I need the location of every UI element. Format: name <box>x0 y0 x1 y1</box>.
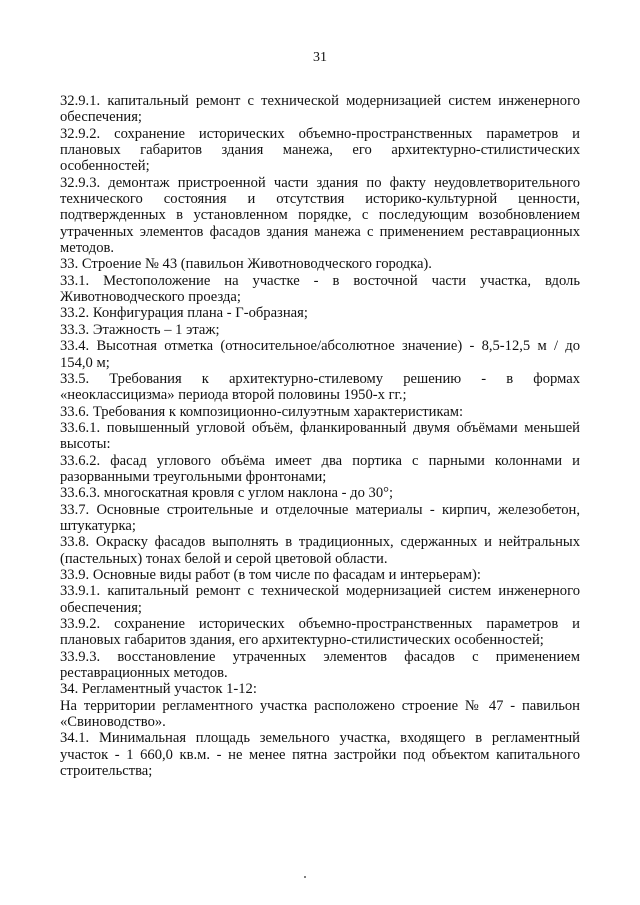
paragraph: 33.9. Основные виды работ (в том числе по фасадам и интерьерам): <box>60 566 481 583</box>
paragraph: 32.9.2. сохранение исторических объемно-пространственных параметров и плановых габаритов здания манежа, его архитектурно-стилистических особенностей; <box>60 125 580 175</box>
paragraph: 33.6. Требования к композиционно-силуэтным характеристикам: <box>60 403 464 420</box>
paragraph: 33.4. Высотная отметка (относительное/абсолютное значение) - 8,5-12,5 м / до 154,0 м; <box>60 338 580 371</box>
paragraph: 33.9.3. восстановление утраченных элементов фасадов с применением реставрационных методов. <box>60 648 580 682</box>
paragraph: 33.1. Местоположение на участке - в восточной части участка, вдоль Животноводческого проезда; <box>60 272 580 306</box>
paragraph: 33.2. Конфигурация плана - Г-образная; <box>60 305 308 322</box>
paragraph: 33.9.2. сохранение исторических объемно-пространственных параметров и плановых габаритов здания, его архитектурно-стилистических особенностей; <box>60 616 580 649</box>
document-body <box>60 93 580 779</box>
section-heading: 33. Строение № 43 (павильон Животноводческого городка). <box>60 256 432 273</box>
paragraph: 33.8. Окраску фасадов выполнять в традиционных, сдержанных и нейтральных (пастельных) тонах белой и серой цветовой области. <box>60 534 580 567</box>
paragraph: 33.9.1. капитальный ремонт с технической модернизацией систем инженерного обеспечения; <box>60 583 580 616</box>
paragraph: На территории регламентного участка расположено строение № 47 - павильон «Свиноводство». <box>60 697 580 731</box>
paragraph: 33.7. Основные строительные и отделочные материалы - кирпич, железобетон, штукатурка; <box>60 501 580 534</box>
paragraph: 34.1. Минимальная площадь земельного участка, входящего в регламентный участок - 1 660,0 кв.м. - не менее пятна застройки под объектом капитального строительства; <box>60 730 580 780</box>
paragraph: 32.9.3. демонтаж пристроенной части здания по факту неудовлетворительного технического состояния и отсутствия историко-культурной ценности, подтвержденных в установленном порядке, с последующим возобновлением утраченных элементов фасадов здания манежа с применением реставрационных методов. <box>60 174 580 257</box>
paragraph: 33.5. Требования к архитектурно-стилевому решению - в формах «неоклассицизма» периода второй половины 1950-х гг.; <box>60 370 580 404</box>
section-heading: 34. Регламентный участок 1-12: <box>60 681 257 698</box>
paragraph: 33.6.3. многоскатная кровля с углом наклона - до 30°; <box>60 485 394 502</box>
paragraph: 33.3. Этажность – 1 этаж; <box>60 321 220 338</box>
scan-speck <box>304 876 306 878</box>
paragraph: 33.6.2. фасад углового объёма имеет два портика с парными колоннами и разорванными треугольными фронтонами; <box>60 452 580 485</box>
paragraph: 32.9.1. капитальный ремонт с технической модернизацией систем инженерного обеспечения; <box>60 93 580 126</box>
page-number: 31 <box>313 50 327 65</box>
paragraph: 33.6.1. повышенный угловой объём, фланкированный двумя объёмами меньшей высоты: <box>60 419 580 453</box>
